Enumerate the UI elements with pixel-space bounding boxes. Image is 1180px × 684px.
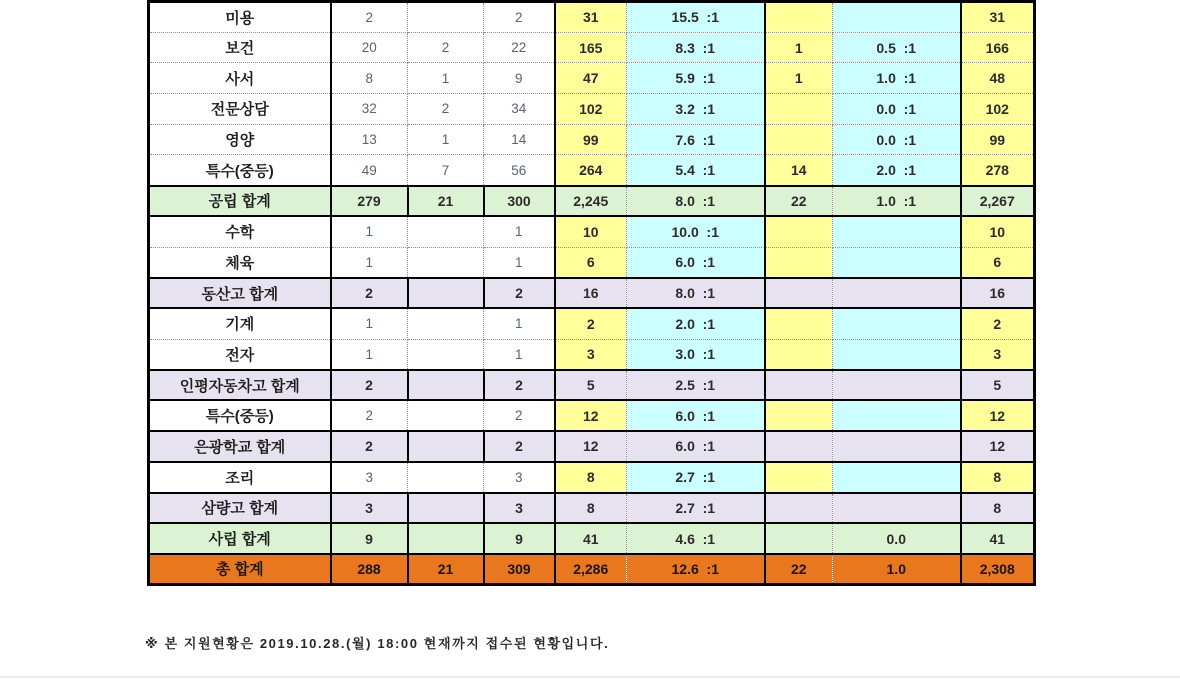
- row-label: 전문상담: [149, 94, 331, 125]
- row-cell: 2,245: [555, 186, 627, 217]
- row-cell: [833, 2, 961, 33]
- row-cell: 2,308: [961, 554, 1035, 585]
- row-cell: 102: [961, 94, 1035, 125]
- row-cell: 12.6 :1: [627, 554, 765, 585]
- table-row: [149, 308, 1035, 339]
- row-cell: 166: [961, 32, 1035, 63]
- table-row: [149, 462, 1035, 493]
- row-cell: 99: [961, 124, 1035, 155]
- row-cell: 278: [961, 155, 1035, 186]
- row-cell: 3: [484, 462, 555, 493]
- row-cell: 2: [555, 308, 627, 339]
- row-cell: 2: [331, 278, 408, 309]
- table-row: [149, 339, 1035, 370]
- table-row: [149, 186, 1035, 217]
- row-cell: 7: [408, 155, 484, 186]
- row-cell: 9: [331, 523, 408, 554]
- row-cell: [765, 247, 833, 278]
- row-label: 인평자동차고 합계: [149, 370, 331, 401]
- row-cell: 3.0 :1: [627, 339, 765, 370]
- row-label: 보건: [149, 32, 331, 63]
- row-cell: 5.4 :1: [627, 155, 765, 186]
- row-cell: [833, 400, 961, 431]
- row-cell: 12: [961, 431, 1035, 462]
- table-row: [149, 400, 1035, 431]
- row-cell: 6.0 :1: [627, 247, 765, 278]
- row-cell: 0.5 :1: [833, 32, 961, 63]
- row-cell: 1: [765, 63, 833, 94]
- row-cell: 12: [961, 400, 1035, 431]
- row-cell: 9: [484, 523, 555, 554]
- row-cell: 1: [331, 216, 408, 247]
- row-cell: 16: [961, 278, 1035, 309]
- row-label: 사립 합계: [149, 523, 331, 554]
- table-row: [149, 370, 1035, 401]
- row-cell: 49: [331, 155, 408, 186]
- row-cell: 16: [555, 278, 627, 309]
- row-cell: 8: [555, 462, 627, 493]
- row-cell: 3: [331, 462, 408, 493]
- row-cell: [408, 370, 484, 401]
- row-label: 사서: [149, 63, 331, 94]
- row-cell: 21: [408, 186, 484, 217]
- row-cell: [408, 216, 484, 247]
- row-cell: 8.0 :1: [627, 278, 765, 309]
- summary-table-body: [149, 2, 1035, 585]
- row-cell: [408, 400, 484, 431]
- row-cell: [765, 431, 833, 462]
- row-cell: 1: [331, 247, 408, 278]
- row-cell: 22: [765, 186, 833, 217]
- row-cell: 1.0 :1: [833, 186, 961, 217]
- table-row: [149, 278, 1035, 309]
- row-cell: 2,267: [961, 186, 1035, 217]
- row-cell: [408, 462, 484, 493]
- row-cell: 12: [555, 431, 627, 462]
- row-cell: 0.0 :1: [833, 94, 961, 125]
- row-cell: 2.0 :1: [627, 308, 765, 339]
- table-row: [149, 63, 1035, 94]
- row-cell: 20: [331, 32, 408, 63]
- row-cell: 7.6 :1: [627, 124, 765, 155]
- row-cell: 6.0 :1: [627, 400, 765, 431]
- row-cell: [765, 94, 833, 125]
- row-cell: 21: [408, 554, 484, 585]
- row-cell: 99: [555, 124, 627, 155]
- row-cell: 6.0 :1: [627, 431, 765, 462]
- row-label: 특수(중등): [149, 400, 331, 431]
- row-cell: 1: [765, 32, 833, 63]
- row-cell: 15.5 :1: [627, 2, 765, 33]
- row-label: 총 합계: [149, 554, 331, 585]
- row-cell: [408, 523, 484, 554]
- row-cell: 5.9 :1: [627, 63, 765, 94]
- row-cell: 2: [408, 94, 484, 125]
- row-cell: 2: [484, 278, 555, 309]
- row-cell: 14: [765, 155, 833, 186]
- row-cell: [833, 278, 961, 309]
- row-cell: [765, 523, 833, 554]
- row-cell: 4.6 :1: [627, 523, 765, 554]
- table-row: [149, 523, 1035, 554]
- row-cell: [833, 308, 961, 339]
- row-cell: 2: [331, 370, 408, 401]
- row-cell: 2: [484, 400, 555, 431]
- table-row: [149, 216, 1035, 247]
- row-label: 미용: [149, 2, 331, 33]
- row-cell: 8: [961, 462, 1035, 493]
- table-row: [149, 155, 1035, 186]
- row-cell: 3: [331, 493, 408, 524]
- row-label: 은광학교 합계: [149, 431, 331, 462]
- row-cell: 8.0 :1: [627, 186, 765, 217]
- row-cell: 3.2 :1: [627, 94, 765, 125]
- row-label: 삼량고 합계: [149, 493, 331, 524]
- row-cell: 0.0: [833, 523, 961, 554]
- row-cell: [833, 339, 961, 370]
- row-cell: 1: [408, 63, 484, 94]
- row-cell: 2: [408, 32, 484, 63]
- row-cell: 2.7 :1: [627, 462, 765, 493]
- row-label: 기계: [149, 308, 331, 339]
- row-cell: 1: [484, 216, 555, 247]
- row-cell: 8: [331, 63, 408, 94]
- row-cell: 1.0: [833, 554, 961, 585]
- page-bottom-divider: [0, 676, 1180, 678]
- table-row: [149, 94, 1035, 125]
- row-label: 체육: [149, 247, 331, 278]
- row-cell: 48: [961, 63, 1035, 94]
- row-cell: 8: [555, 493, 627, 524]
- row-cell: 288: [331, 554, 408, 585]
- row-cell: 5: [961, 370, 1035, 401]
- row-cell: [833, 247, 961, 278]
- row-cell: 31: [555, 2, 627, 33]
- row-cell: 12: [555, 400, 627, 431]
- row-cell: 10: [961, 216, 1035, 247]
- table-row: [149, 2, 1035, 33]
- row-cell: 2.7 :1: [627, 493, 765, 524]
- row-cell: [765, 493, 833, 524]
- row-cell: 10: [555, 216, 627, 247]
- row-cell: 2: [331, 2, 408, 33]
- row-cell: 0.0 :1: [833, 124, 961, 155]
- row-cell: [765, 124, 833, 155]
- row-cell: 3: [961, 339, 1035, 370]
- row-cell: [408, 278, 484, 309]
- table-row: [149, 554, 1035, 585]
- row-cell: 13: [331, 124, 408, 155]
- row-cell: 56: [484, 155, 555, 186]
- row-label: 영양: [149, 124, 331, 155]
- row-cell: [765, 370, 833, 401]
- row-cell: 14: [484, 124, 555, 155]
- row-cell: 2.0 :1: [833, 155, 961, 186]
- row-cell: [765, 462, 833, 493]
- row-label: 전자: [149, 339, 331, 370]
- row-cell: 22: [765, 554, 833, 585]
- row-cell: 22: [484, 32, 555, 63]
- row-cell: 3: [555, 339, 627, 370]
- row-label: 동산고 합계: [149, 278, 331, 309]
- row-cell: 264: [555, 155, 627, 186]
- row-cell: 1: [408, 124, 484, 155]
- row-cell: 102: [555, 94, 627, 125]
- row-cell: [408, 493, 484, 524]
- row-cell: 2,286: [555, 554, 627, 585]
- row-cell: [833, 493, 961, 524]
- row-cell: [408, 339, 484, 370]
- row-cell: 8.3 :1: [627, 32, 765, 63]
- row-cell: 31: [961, 2, 1035, 33]
- row-cell: 6: [555, 247, 627, 278]
- row-cell: [765, 308, 833, 339]
- row-cell: 2.5 :1: [627, 370, 765, 401]
- row-label: 수학: [149, 216, 331, 247]
- row-cell: [408, 308, 484, 339]
- row-cell: [765, 339, 833, 370]
- footnote-text: ※ 본 지원현황은 2019.10.28.(월) 18:00 현재까지 접수된 현황입니다.: [145, 636, 610, 651]
- row-cell: 1: [484, 308, 555, 339]
- row-cell: 2: [484, 370, 555, 401]
- table-row: [149, 124, 1035, 155]
- row-cell: 2: [484, 2, 555, 33]
- row-cell: [408, 431, 484, 462]
- table-row: [149, 431, 1035, 462]
- table-row: [149, 32, 1035, 63]
- application-status-table: [147, 0, 1036, 586]
- row-cell: 34: [484, 94, 555, 125]
- row-cell: [833, 462, 961, 493]
- row-cell: 47: [555, 63, 627, 94]
- row-cell: [765, 278, 833, 309]
- row-cell: 2: [961, 308, 1035, 339]
- row-cell: 1: [331, 308, 408, 339]
- row-cell: 32: [331, 94, 408, 125]
- row-cell: 2: [331, 400, 408, 431]
- row-cell: 2: [331, 431, 408, 462]
- row-cell: 8: [961, 493, 1035, 524]
- row-cell: 279: [331, 186, 408, 217]
- row-cell: [765, 400, 833, 431]
- row-cell: 300: [484, 186, 555, 217]
- row-label: 특수(중등): [149, 155, 331, 186]
- table-row: [149, 247, 1035, 278]
- row-cell: 2: [484, 431, 555, 462]
- row-cell: [833, 216, 961, 247]
- row-label: 조리: [149, 462, 331, 493]
- row-cell: 1: [484, 247, 555, 278]
- row-cell: [408, 2, 484, 33]
- row-cell: 1.0 :1: [833, 63, 961, 94]
- row-cell: [833, 370, 961, 401]
- table-row: [149, 493, 1035, 524]
- row-cell: [408, 247, 484, 278]
- row-cell: 41: [961, 523, 1035, 554]
- row-cell: 165: [555, 32, 627, 63]
- row-cell: 41: [555, 523, 627, 554]
- row-cell: 9: [484, 63, 555, 94]
- row-cell: 1: [484, 339, 555, 370]
- row-cell: [833, 431, 961, 462]
- row-cell: 5: [555, 370, 627, 401]
- row-cell: 309: [484, 554, 555, 585]
- row-label: 공립 합계: [149, 186, 331, 217]
- row-cell: 1: [331, 339, 408, 370]
- row-cell: [765, 2, 833, 33]
- row-cell: [765, 216, 833, 247]
- row-cell: 6: [961, 247, 1035, 278]
- row-cell: 10.0 :1: [627, 216, 765, 247]
- row-cell: 3: [484, 493, 555, 524]
